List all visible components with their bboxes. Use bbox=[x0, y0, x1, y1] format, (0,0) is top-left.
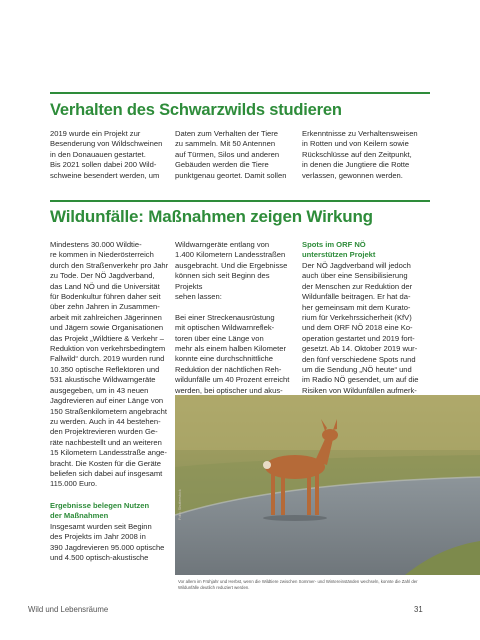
deer-on-road-photo bbox=[175, 395, 480, 575]
schwarzwild-column-1: 2019 wurde ein Projekt zur Besenderung von Wildschweinen in den Donauauen gestartet. Bis 2021 sollen dabei 200 Wild- schweine besendert werden, um bbox=[50, 129, 163, 180]
wildunfaelle-column-1: Mindestens 30.000 Wildtie- re kommen in Niederösterreich durch den Straßenverkehr pro Jahr zu Tode. Der NÖ Jagdverband, das Land NÖ und die Universität für Bodenkultur führen daher seit über zehn Jahren in Zusammen- arbeit mit zahlreichen Jägerinnen und Jägern sowie Organisationen das Projekt „Wildtiere & Verkehr – Reduktion von verkehrsbedingtem Fallwild“ durch. 2019 wurden rund 10.350 optische Reflektoren und 531 akustische Wildwarngeräte ausgegeben, um in 43 neuen Jagdrevieren auf einer Länge von 150 Straßenkilometern angebracht zu werden. Auch in 44 bestehen- den Projektrevieren wurden Ge- räte nachbestellt und an weiteren 15 Kilometern Landesstraße ange- bracht. Die Kosten für die Geräte beliefen sich dabei auf insgesamt 115.000 Euro. bbox=[50, 240, 169, 489]
ergebnisse-subheading: Ergebnisse belegen Nutzen der Maßnahmen bbox=[50, 501, 150, 521]
footer-section-name: Wild und Lebensräume bbox=[28, 605, 109, 614]
section-rule-top bbox=[50, 92, 430, 94]
wildunfaelle-column-3: Der NÖ Jagdverband will jedoch auch über eine Sensibilisierung der Menschen zur Reduktion der Wildunfälle beitragen. Er hat da- her gemeinsam mit dem Kurato- rium für Verkehrssicherheit (KfV) und dem ORF NÖ 2018 eine Ko- operation gestartet und 2019 fort- gesetzt. Ab 14. Oktober 2019 wur- den fünf verschiedene Spots rund um die Sendung „NÖ heute“ und im Radio NÖ gesendet, um auf die Risiken von Wildunfällen aufmerk- bbox=[302, 261, 419, 395]
section-rule-middle bbox=[50, 200, 430, 202]
photo-caption: Vor allem im Frühjahr und Herbst, wenn die Wildtiere zwischen Sommer- und Wintereinständen wechseln, konnte die Zahl der Wildunfälle deutlich reduziert werden. bbox=[178, 579, 418, 590]
schwarzwild-column-3: Erkenntnisse zu Verhaltensweisen in Rotten und von Keilern sowie Rückschlüsse auf den Zeitpunkt, in denen die Jungtiere die Rotte verlassen, gewonnen werden. bbox=[302, 129, 418, 180]
page-number: 31 bbox=[414, 605, 423, 614]
spots-orf-subheading: Spots im ORF NÖ unterstützen Projekt bbox=[302, 240, 376, 260]
photo-credit: Foto: Shutterstock bbox=[178, 489, 182, 520]
wildunfaelle-column-1-continued: Insgesamt wurden seit Beginn des Projekts im Jahr 2008 in 390 Jagdrevieren 95.000 optische und 4.500 optisch-akustische bbox=[50, 522, 165, 563]
schwarzwild-column-2: Daten zum Verhalten der Tiere zu sammeln. Mit 50 Antennen auf Türmen, Silos und anderen Gebäuden werden die Tiere punktgenau geortet. Damit sollen bbox=[175, 129, 287, 180]
section-heading-wildunfaelle: Wildunfälle: Maßnahmen zeigen Wirkung bbox=[50, 207, 373, 226]
wildunfaelle-column-2: Wildwarngeräte entlang von 1.400 Kilometern Landesstraßen ausgebracht. Und die Ergebnisse können sich seit Beginn des Projekts sehen lassen: Bei einer Streckenausrüstung mit optischen Wildwarnreflek- toren über eine Länge von mehr als einem halben Kilometer konnte eine durchschnittliche Reduktion der nächtlichen Reh- wildunfälle um 40 Prozent erreicht werden, bei optischer und akus- bbox=[175, 240, 290, 395]
section-heading-schwarzwild: Verhalten des Schwarzwilds studieren bbox=[50, 101, 342, 119]
